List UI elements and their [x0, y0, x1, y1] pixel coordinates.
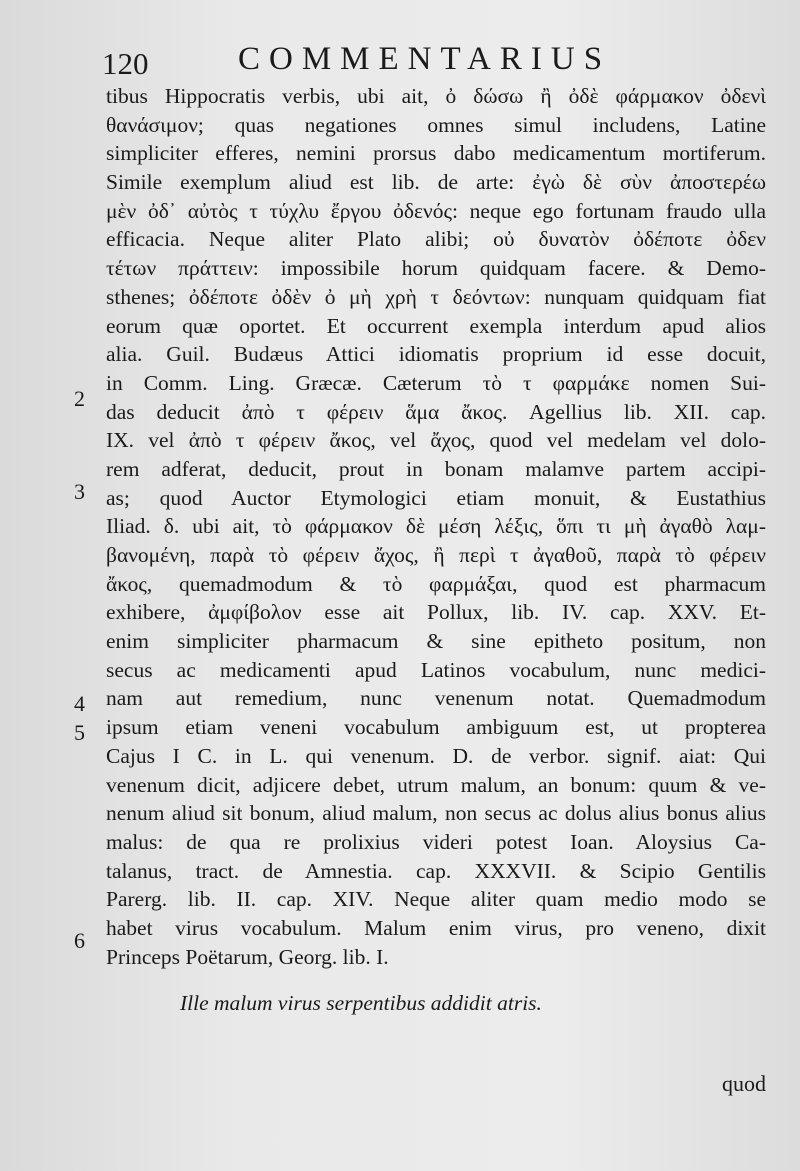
text-line: secus ac medicamenti apud Latinos vocabulum, nunc medici- — [106, 657, 766, 682]
text-line: exhibere, ἀμφίβολον esse ait Pollux, lib. IV. cap. XXV. Et- — [106, 600, 766, 625]
text-line: enim simpliciter pharmacum & sine epitheto positum, non — [106, 629, 766, 654]
running-head: COMMENTARIUS — [238, 41, 612, 77]
text-line: sthenes; ὀδέποτε ὀδὲν ὀ μὴ χρὴ τ δεόντων: nunquam quidquam fiat — [106, 284, 766, 309]
text-line: nenum aliud sit bonum, aliud malum, non secus ac dolus alius bonus alius — [106, 801, 766, 826]
text-line: as; quod Auctor Etymologici etiam monuit, & Eustathius — [106, 485, 766, 510]
body-text — [106, 82, 766, 1018]
text-line: θανάσιμον; quas negationes omnes simul includens, Latine — [106, 112, 766, 137]
text-line: tibus Hippocratis verbis, ubi ait, ὀ δώσω ἢ ὀδὲ φάρμακον ὀδενὶ — [106, 84, 766, 108]
text-line: ipsum etiam veneni vocabulum ambiguum est, ut propterea — [106, 715, 766, 740]
catchword: quod — [722, 1071, 766, 1096]
text-line: Princeps Poëtarum, Georg. lib. I. — [106, 944, 389, 969]
text-line: nam aut remedium, nunc venenum notat. Quemadmodum — [106, 686, 766, 711]
text-line: μὲν ὀδ᾽ αὐτὸς τ τύχλυ ἔργου ὀδενός: neque ego fortunam fraudo ulla — [106, 198, 766, 223]
text-line: talanus, tract. de Amnestia. cap. XXXVII. & Scipio Gentilis — [106, 858, 766, 883]
text-line: venenum dicit, adjicere debet, utrum malum, an bonum: quum & ve- — [106, 772, 766, 797]
text-line: habet virus vocabulum. Malum enim virus, pro veneno, dixit — [106, 915, 766, 940]
margin-note-number: 2 — [74, 386, 85, 411]
margin-note-number: 5 — [74, 720, 85, 745]
text-line: malus: de qua re prolixius videri potest Ioan. Aloysius Ca- — [106, 829, 766, 854]
text-line: βανομένη, παρὰ τὸ φέρειν ἄχος, ἢ περὶ τ ἀγαθοῦ, παρὰ τὸ φέρειν — [106, 543, 766, 567]
text-line: rem adferat, deducit, prout in bonam malamve partem accipi- — [106, 456, 766, 481]
text-line: simpliciter efferes, nemini prorsus dabo medicamentum mortiferum. — [106, 141, 766, 166]
text-line: Cajus I C. in L. qui venenum. D. de verbor. signif. aiat: Qui — [106, 743, 766, 768]
show-through-text — [560, 1000, 800, 1130]
text-line: efficacia. Neque aliter Plato alibi; οὐ δυνατὸν ὀδέποτε ὀδεν — [106, 227, 766, 252]
text-line: Simile exemplum aliud est lib. de arte: ἐγὼ δὲ σὺν ἀποστερέω — [106, 170, 766, 195]
text-line: τέτων πράττειν: impossibile horum quidquam facere. & Demo- — [106, 256, 766, 281]
margin-note-number: 3 — [74, 479, 85, 504]
text-line: Parerg. lib. II. cap. XIV. Neque aliter quam medio modo se — [106, 887, 766, 912]
text-line: Iliad. δ. ubi ait, τὸ φάρμακον δὲ μέση λέξις, ὅπι τι μὴ ἀγαθὸ λαμ- — [106, 514, 766, 539]
text-line: eorum quæ oportet. Et occurrent exempla interdum apud alios — [106, 313, 766, 338]
verse-quote: Ille malum virus serpentibus addidit atris. — [180, 991, 542, 1016]
text-line: in Comm. Ling. Græcæ. Cæterum τὸ τ φαρμάκε nomen Sui- — [106, 370, 766, 395]
page-number: 120 — [102, 46, 149, 81]
margin-note-number: 6 — [74, 928, 85, 953]
text-line: alia. Guil. Budæus Attici idiomatis proprium id esse docuit, — [106, 342, 766, 367]
text-line: das deducit ἀπὸ τ φέρειν ἅμα ἄκος. Agellius lib. XII. cap. — [106, 399, 766, 424]
margin-note-number: 4 — [74, 691, 85, 716]
text-line: ἄκος, quemadmodum & τὸ φαρμάξαι, quod est pharmacum — [106, 571, 766, 596]
text-line: IX. vel ἀπὸ τ φέρειν ἄκος, vel ἄχος, quod vel medelam vel dolo- — [106, 428, 766, 453]
